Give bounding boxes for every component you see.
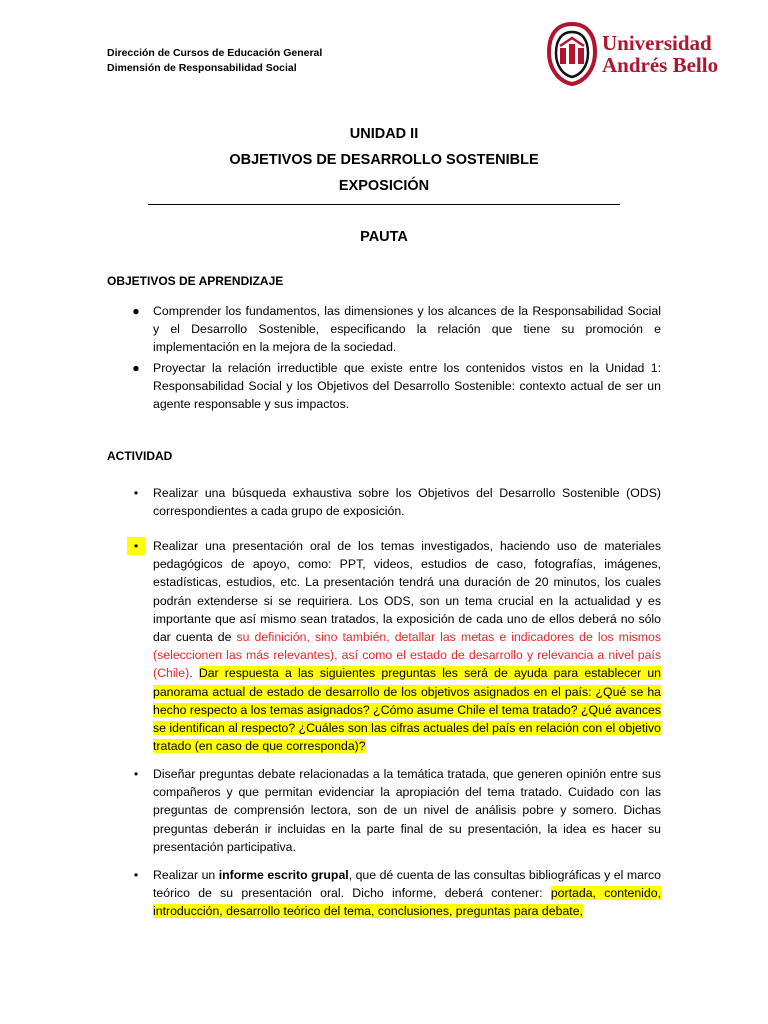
activity-list-3 — [107, 765, 661, 856]
university-seal-icon — [546, 22, 598, 86]
title-exposition: EXPOSICIÓN — [338, 178, 430, 194]
activity-list-4 — [107, 866, 661, 921]
list-item — [107, 484, 661, 520]
activity-text-2a: Realizar una presentación oral de los temas investigados, haciendo uso de materiales pedagógicos de apoyo, como: PPT, videos, estudios de caso, fotografías, imágenes, estadísticas, estudios, etc. La presentación tendrá una duración de 20 minutos, los cuales podrán extenderse si se requiriera. Los ODS, son un tema crucial en la actualidad y es importante que así mismo sean tratados, la exposición de cada uno de ellos deberá no sólo dar cuenta de — [153, 539, 661, 645]
list-item — [107, 359, 661, 414]
department-header — [107, 46, 322, 76]
activity-text-1: Realizar una búsqueda exhaustiva sobre los Objetivos del Desarrollo Sostenible (ODS) correspondientes a cada grupo de exposición. — [153, 486, 661, 519]
list-item — [107, 765, 661, 856]
activity-text-4b: , que dé cuenta de las consultas bibliográficas y el marco teórico de su presentación oral. Dicho informe, deberá contener: — [153, 868, 662, 901]
department-line-1: Dirección de Cursos de Educación General — [107, 47, 323, 59]
bullet-icon: ● — [132, 360, 140, 375]
list-item — [107, 537, 661, 755]
activity-text-2-dot: . — [189, 666, 193, 681]
objectives-heading: OBJETIVOS DE APRENDIZAJE — [107, 274, 284, 288]
university-logo — [546, 22, 719, 86]
activity-heading: ACTIVIDAD — [107, 449, 173, 463]
department-line-2: Dimensión de Responsabilidad Social — [107, 62, 297, 74]
activity-text-2-highlight: Dar respuesta a las siguientes preguntas les será de ayuda para establecer un panorama actual de estado de desarrollo de los objetivos asignados en el país: ¿Qué se ha hecho respecto a los temas asignados? ¿Cómo asume Chile el tema tratado? ¿Qué avances se identifican al respecto? ¿Cuáles son las cifras actuales del país en relación con el objetivo tratado (en caso de que corresponda)? — [153, 666, 661, 754]
title-unit: UNIDAD II — [349, 126, 419, 142]
pauta-heading: PAUTA — [360, 229, 408, 245]
activity-list-1 — [107, 484, 661, 520]
activity-text-3: Diseñar preguntas debate relacionadas a la temática tratada, que generen opinión entre sus compañeros y que permitan evidenciar la apropiación del tema tratado. Cuidado con las preguntas de comprensión lectora, son de un nivel de análisis pobre y somero. Dichas preguntas deberán ir incluidas en la parte final de su presentación, la idea es hacer su presentación participativa. — [153, 767, 661, 854]
list-item — [107, 866, 661, 921]
activity-text-4a: Realizar un — [153, 868, 219, 882]
objective-text-2: Proyectar la relación irreductible que existe entre los contenidos vistos en la Unidad 1: Responsabilidad Social y los Objetivos del Desarrollo Sostenible: contexto actual de ser un agente responsable y sus impactos. — [153, 360, 661, 412]
bullet-icon: • — [127, 537, 145, 555]
activity-text-4-highlight: portada, contenido, introducción, desarrollo teórico del tema, conclusiones, preguntas para debate, — [153, 886, 661, 919]
logo-line-1: Universidad — [602, 31, 712, 55]
title-objectives: OBJETIVOS DE DESARROLLO SOSTENIBLE — [229, 152, 539, 168]
objective-text-1: Comprender los fundamentos, las dimensiones y los alcances de la Responsabilidad Social y el Desarrollo Sostenible, especificando la relación que tiene su promoción e implementación en la mejora de la sociedad. — [153, 304, 661, 355]
activity-text-4-bold: informe escrito grupal — [218, 868, 349, 882]
list-item — [107, 302, 661, 357]
document-title — [0, 121, 768, 199]
title-underline — [148, 204, 620, 205]
bullet-icon: ● — [132, 304, 140, 318]
activity-text-2-red: su definición, sino también, detallar las metas e indicadores de los mismos (seleccionen las más relevantes), así como el estado de desarrollo y relevancia a nivel país (Chile) — [153, 630, 661, 681]
logo-wordmark — [602, 32, 718, 76]
logo-line-2: Andrés Bello — [602, 53, 719, 77]
bullet-icon: • — [133, 868, 139, 882]
objectives-list — [107, 302, 661, 415]
activity-list-2 — [107, 537, 661, 755]
bullet-icon: • — [133, 486, 139, 500]
bullet-icon: • — [133, 767, 139, 781]
